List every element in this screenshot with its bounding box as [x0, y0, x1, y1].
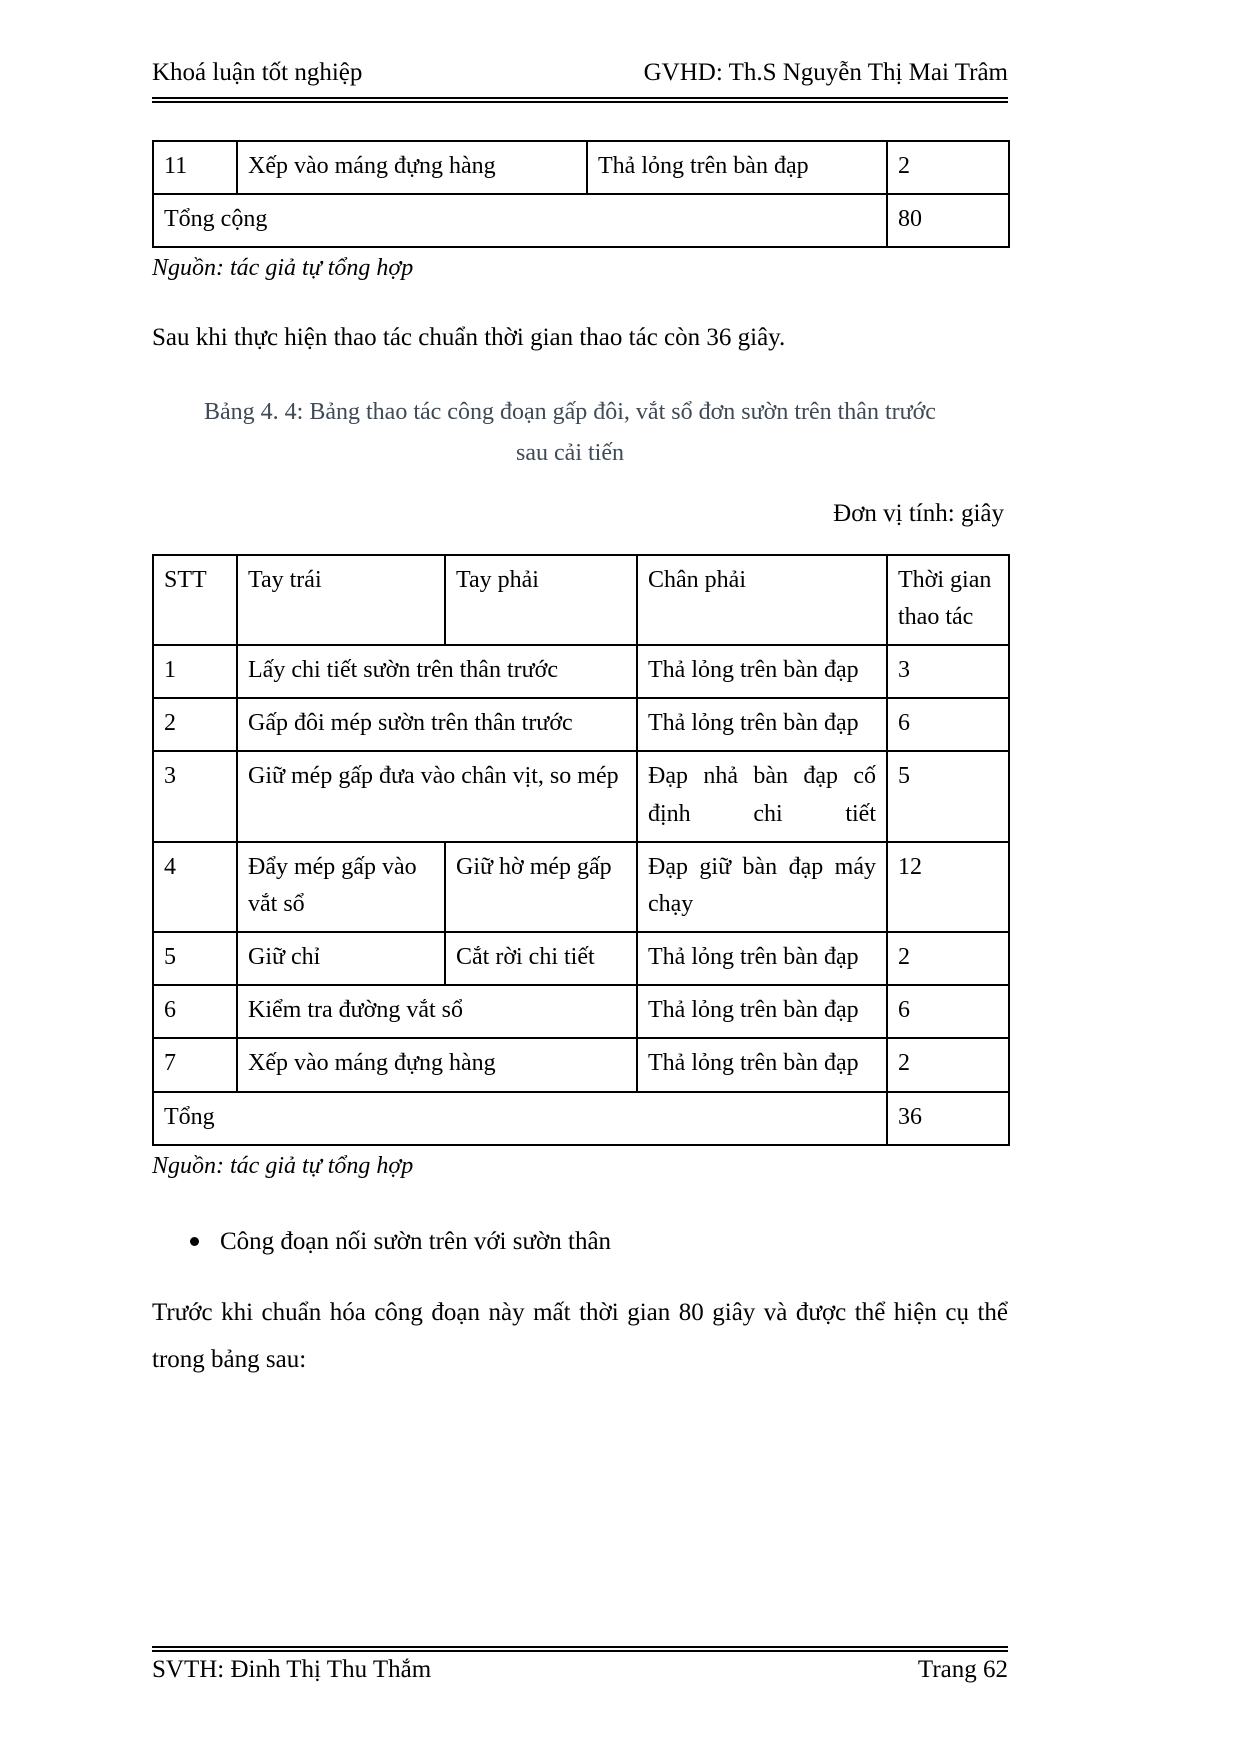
cell-left-hand: Đẩy mép gấp vào vắt sổ [237, 842, 445, 932]
header-cell-stt: STT [153, 555, 237, 645]
bullet-item-label: Công đoạn nối sườn trên với sườn thân [220, 1228, 612, 1256]
cell-stt: 11 [153, 141, 237, 194]
cell-right-foot: Đạp giữ bàn đạp máy chạy [637, 842, 887, 932]
cell-time: 6 [887, 698, 1009, 751]
table-row [153, 1038, 1009, 1091]
cell-total-label: Tổng cộng [153, 194, 887, 247]
cell-stt: 7 [153, 1038, 237, 1091]
cell-total-value: 80 [887, 194, 1009, 247]
running-header [152, 58, 1008, 88]
table-row [153, 698, 1009, 751]
cell-stt: 3 [153, 751, 237, 841]
cell-hands: Giữ mép gấp đưa vào chân vịt, so mép [237, 751, 637, 841]
cell-stt: 6 [153, 985, 237, 1038]
source-note-first-table: Nguồn: tác giả tự tổng hợp [152, 255, 414, 282]
cell-right-foot: Thả lỏng trên bàn đạp [637, 1038, 887, 1091]
cell-hand: Xếp vào máng đựng hàng [237, 141, 587, 194]
cell-hands: Gấp đôi mép sườn trên thân trước [237, 698, 637, 751]
cell-foot: Thả lỏng trên bàn đạp [587, 141, 887, 194]
table-row [153, 751, 1009, 841]
cell-stt: 4 [153, 842, 237, 932]
table-total-row [153, 1092, 1009, 1145]
header-cell-left-hand: Tay trái [237, 555, 445, 645]
cell-total-label: Tổng [153, 1092, 887, 1145]
table-row [153, 141, 1009, 194]
paragraph-standard-time: Sau khi thực hiện thao tác chuẩn thời gian thao tác còn 36 giây. [152, 323, 786, 351]
cell-left-hand: Giữ chỉ [237, 932, 445, 985]
cell-hands: Xếp vào máng đựng hàng [237, 1038, 637, 1091]
table-row [153, 842, 1009, 932]
unit-of-measure-label: Đơn vị tính: giây [833, 499, 1004, 527]
header-time-line-1: Thời gian [898, 566, 992, 593]
cell-right-foot: Thả lỏng trên bàn đạp [637, 698, 887, 751]
header-cell-right-hand: Tay phải [445, 555, 637, 645]
source-note-second-table: Nguồn: tác giả tự tổng hợp [152, 1152, 414, 1179]
cell-hands: Lấy chi tiết sườn trên thân trước [237, 645, 637, 698]
cell-time: 2 [887, 141, 1009, 194]
cell-time: 5 [887, 751, 1009, 841]
running-footer [152, 1655, 1008, 1685]
cell-right-foot: Đạp nhả bàn đạp cố định chi tiết [637, 751, 887, 841]
cell-right-foot: Thả lỏng trên bàn đạp [637, 645, 887, 698]
footer-divider [152, 1646, 1008, 1652]
footer-left-text: SVTH: Đinh Thị Thu Thắm [152, 1656, 432, 1683]
table-caption-4-4: Bảng 4. 4: Bảng thao tác công đoạn gấp đôi, vắt sổ đơn sườn trên thân trước sau cải tiến [204, 398, 936, 466]
header-left-text: Khoá luận tốt nghiệp [152, 59, 363, 86]
cell-hands: Kiểm tra đường vắt sổ [237, 985, 637, 1038]
cell-stt: 1 [153, 645, 237, 698]
table-continued-previous [152, 140, 1010, 248]
cell-right-foot: Thả lỏng trên bàn đạp [637, 932, 887, 985]
header-divider [152, 97, 1008, 103]
paragraph-before-standardization: Trước khi chuẩn hóa công đoạn này mất thời gian 80 giây và được thể hiện cụ thể trong bảng sau: [152, 1298, 1008, 1374]
table-4-4-operations [152, 554, 1010, 1146]
table-header-row [153, 555, 1009, 645]
cell-time: 6 [887, 985, 1009, 1038]
table-row [153, 985, 1009, 1038]
cell-time: 2 [887, 1038, 1009, 1091]
page-content [152, 140, 1008, 1384]
cell-stt: 5 [153, 932, 237, 985]
cell-time: 12 [887, 842, 1009, 932]
table-row [153, 932, 1009, 985]
cell-right-hand: Cắt rời chi tiết [445, 932, 637, 985]
cell-total-value: 36 [887, 1092, 1009, 1145]
cell-stt: 2 [153, 698, 237, 751]
table-total-row [153, 194, 1009, 247]
cell-right-foot: Thả lỏng trên bàn đạp [637, 985, 887, 1038]
header-time-line-2: thao tác [898, 603, 974, 630]
header-cell-time [887, 555, 1009, 645]
bullet-list-item [152, 1223, 1008, 1261]
cell-time: 2 [887, 932, 1009, 985]
cell-right-hand: Giữ hờ mép gấp [445, 842, 637, 932]
header-right-text: GVHD: Th.S Nguyễn Thị Mai Trâm [643, 59, 1008, 86]
header-cell-right-foot: Chân phải [637, 555, 887, 645]
bullet-dot-icon [190, 1237, 199, 1246]
table-row [153, 645, 1009, 698]
page-number: Trang 62 [917, 1656, 1008, 1683]
cell-time: 3 [887, 645, 1009, 698]
